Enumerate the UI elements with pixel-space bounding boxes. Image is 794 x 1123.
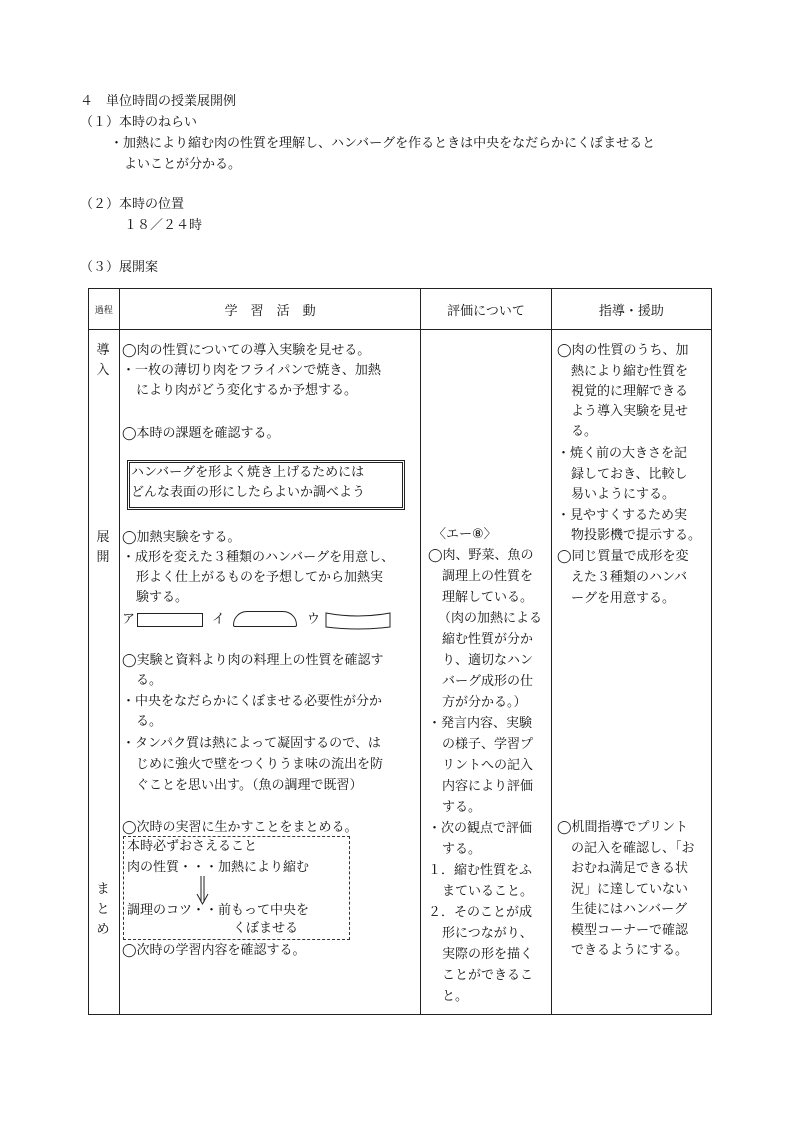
evaluation-line: まていること。 — [442, 884, 534, 899]
activity-line: る。 — [136, 714, 163, 729]
activity-line: 験する。 — [136, 590, 189, 605]
activity-line: ◯実験と資料より肉の料理上の性質を確認す — [122, 653, 384, 668]
key-points-title: 本時必ずおさえること — [127, 839, 258, 854]
evaluation-line: 内容により評価 — [442, 779, 534, 794]
evaluation-line: （肉の加熱による — [438, 611, 543, 626]
activity-line: じめに強火で壁をつくりうま味の流出を防 — [136, 757, 384, 772]
stage-intro-2: 入 — [96, 363, 110, 378]
stage-summary-2: と — [96, 902, 110, 917]
key-point-tip: 調理のコツ・・前もって中央を — [127, 903, 310, 918]
activity-line: ◯本時の課題を確認する。 — [122, 426, 280, 441]
activity-line: ・一枚の薄切り肉をフライパンで焼き、加熱 — [122, 363, 381, 378]
shape-label-a: ア — [122, 612, 136, 627]
support-line: ◯同じ質量で成形を変 — [557, 549, 689, 564]
key-point-meat: 肉の性質・・・加熱により縮む — [127, 860, 310, 875]
evaluation-line: 〈エー⑧〉 — [433, 527, 497, 542]
concave-patty-shape — [325, 610, 391, 630]
evaluation-line: する。 — [442, 800, 482, 815]
support-line: 易いようにする。 — [571, 487, 676, 502]
evaluation-line: の様子、学習プ — [442, 737, 534, 752]
evaluation-line: する。 — [442, 842, 482, 857]
evaluation-line: り、適切なハン — [442, 653, 534, 668]
shape-label-i: イ — [212, 612, 226, 627]
activity-line: ◯肉の性質についての導入実験を見せる。 — [122, 343, 371, 358]
plan-title: （３）展開案 — [80, 260, 159, 275]
task-line-1: ハンバーグを形よく焼き上げるためには — [131, 465, 365, 480]
key-point-tip-2: くぼませる — [233, 921, 299, 936]
support-line: 生徒にはハンバーグ — [571, 902, 688, 917]
support-line: の記入を確認し、「お — [571, 841, 695, 856]
activity-line: ◯次時の実習に生かすことをまとめる。 — [122, 820, 358, 835]
aim-line-2: よいことが分かる。 — [124, 157, 242, 172]
stage-intro-1: 導 — [96, 343, 110, 358]
evaluation-line: ・次の観点で評価 — [428, 821, 533, 836]
section-heading: ４ 単位時間の授業展開例 — [80, 94, 237, 109]
flat-patty-shape — [137, 613, 203, 627]
domed-patty-shape — [233, 611, 297, 627]
evaluation-line: ２．そのことが成 — [428, 905, 533, 920]
evaluation-line: と。 — [442, 989, 469, 1004]
header-activity: 学 習 活 動 — [119, 289, 420, 330]
position-value: １８／２４時 — [124, 218, 203, 233]
evaluation-line: ◯肉、野菜、魚の — [428, 548, 534, 563]
task-line-2: どんな表面の形にしたらよいか調べよう — [131, 485, 366, 500]
header-evaluation: 評価について — [421, 289, 551, 330]
support-line: できるようにする。 — [571, 943, 689, 958]
activity-line: ・タンパク質は熱によって凝固するので、は — [122, 736, 381, 751]
support-line: ーグを用意する。 — [571, 591, 676, 606]
support-line: る。 — [571, 424, 598, 439]
evaluation-line: 実際の形を描く — [442, 947, 534, 962]
evaluation-line: ことができるこ — [442, 968, 534, 983]
evaluation-line: 調理上の性質を — [442, 569, 534, 584]
support-line: 物投影機で提示する。 — [571, 528, 702, 543]
stage-summary-1: ま — [96, 882, 110, 897]
support-line: 況」に達していない — [571, 882, 689, 897]
activity-line: により肉がどう変化するか予想する。 — [136, 383, 358, 398]
evaluation-line: 縮む性質が分か — [442, 632, 534, 647]
evaluation-line: リントへの記入 — [442, 758, 534, 773]
evaluation-line: バーグ成形の仕 — [442, 674, 534, 689]
support-line: ◯机間指導でプリント — [557, 820, 689, 835]
support-line: 視覚的に理解できる — [571, 384, 689, 399]
stage-develop-2: 開 — [96, 550, 110, 565]
evaluation-line: ・発言内容、実験 — [428, 716, 533, 731]
aim-title: （１）本時のねらい — [80, 115, 198, 130]
support-line: ・焼く前の大きさを記 — [557, 446, 688, 461]
evaluation-line: 形につながり、 — [442, 926, 533, 941]
activity-line: ◯次時の学習内容を確認する。 — [122, 943, 306, 958]
shape-label-u: ウ — [307, 612, 321, 627]
header-support: 指導・援助 — [551, 289, 711, 330]
activity-line: ◯加熱実験をする。 — [122, 530, 241, 545]
evaluation-line: 理解している。 — [442, 590, 534, 605]
activity-line: ぐことを思い出す。（魚の調理で既習） — [136, 778, 363, 793]
activity-line: る。 — [136, 673, 163, 688]
position-title: （２）本時の位置 — [80, 197, 185, 212]
stage-develop-1: 展 — [96, 530, 110, 545]
table-header-row — [89, 289, 712, 330]
activity-line: ・成形を変えた３種類のハンバーグを用意し、 — [122, 550, 395, 565]
header-stage: 過程 — [89, 289, 120, 330]
evaluation-line: 方が分かる。） — [442, 695, 527, 710]
support-line: 模型コーナーで確認 — [571, 923, 689, 938]
support-line: 録しておき、比較し — [571, 467, 688, 482]
aim-line-1: ・加熱により縮む肉の性質を理解し、ハンバーグを作るときは中央をなだらかにくぼませると — [110, 136, 656, 151]
support-line: おむね満足できる状 — [571, 861, 689, 876]
support-line: ・見やすくするため実 — [557, 508, 688, 523]
support-line: よう導入実験を見せ — [571, 404, 689, 419]
activity-line: ・中央をなだらかにくぼませる必要性が分か — [122, 694, 383, 709]
activity-line: 形よく仕上がるものを予想してから加熱実 — [136, 570, 384, 585]
evaluation-line: １．縮む性質をふ — [428, 863, 533, 878]
support-line: ◯肉の性質のうち、加 — [557, 343, 689, 358]
support-line: えた３種類のハンバ — [571, 570, 688, 585]
stage-summary-3: め — [96, 922, 110, 937]
support-line: 熱により縮む性質を — [571, 364, 689, 379]
